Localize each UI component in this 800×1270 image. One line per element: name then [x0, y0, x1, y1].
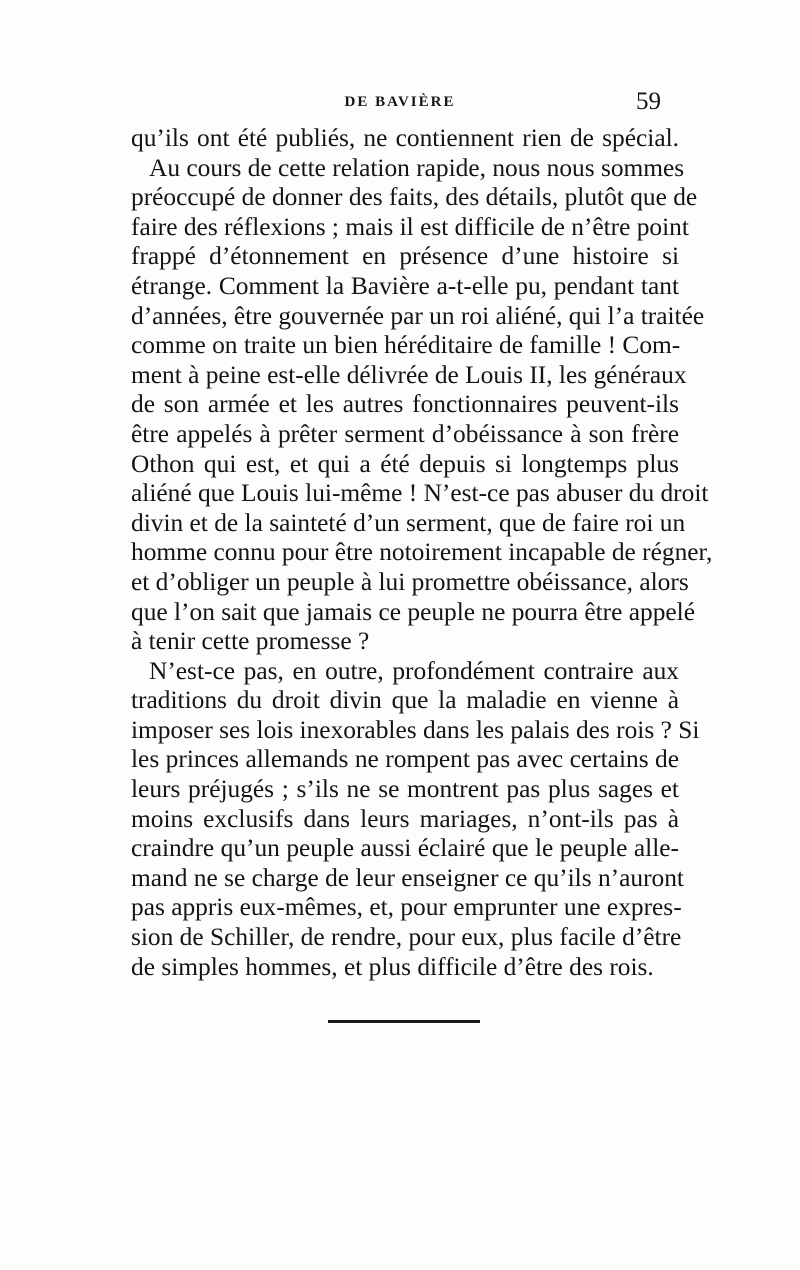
running-head: [0, 88, 800, 118]
text-line: que l’on sait que jamais ce peuple ne pourra être appelé: [131, 597, 695, 626]
text-line: traditions du droit divin que la maladie en vienne à: [131, 686, 679, 715]
text-line: frappé d’étonnement en présence d’une histoire si: [131, 242, 679, 271]
page-number: 59: [636, 88, 661, 115]
text-line: sion de Schiller, de rendre, pour eux, plus facile d’être: [131, 923, 682, 952]
text-line: faire des réflexions ; mais il est difficile de n’être point: [131, 212, 689, 241]
paragraph-first-line: N’est-ce pas, en outre, profondément contraire aux: [149, 656, 679, 685]
text-line: leurs préjugés ; s’ils ne se montrent pas plus sages et: [131, 775, 679, 804]
text-line: les princes allemands ne rompent pas avec certains de: [131, 745, 679, 774]
section-end-rule: [328, 1020, 480, 1023]
text-line: moins exclusifs dans leurs mariages, n’ont-ils pas à: [131, 804, 679, 833]
body-text: [131, 124, 713, 982]
paragraph-last-line: à tenir cette promesse ?: [131, 627, 370, 656]
text-line: d’années, être gouvernée par un roi aliéné, qui l’a traitée: [131, 301, 705, 330]
text-line: mand ne se charge de leur enseigner ce qu’ils n’auront: [131, 863, 684, 892]
paragraph-first-line: Au cours de cette relation rapide, nous nous sommes: [149, 153, 685, 182]
text-line: comme on traite un bien héréditaire de famille ! Com-: [131, 331, 681, 360]
text-line: Othon qui est, et qui a été depuis si longtemps plus: [131, 449, 679, 478]
text-line: et d’obliger un peuple à lui promettre obéissance, alors: [131, 567, 689, 596]
text-line: divin et de la sainteté d’un serment, que de faire roi un: [131, 508, 686, 537]
running-title: DE BAVIÈRE: [344, 94, 456, 110]
text-line: aliéné que Louis lui-même ! N’est-ce pas abuser du droit: [131, 479, 709, 508]
text-line: ment à peine est-elle délivrée de Louis II, les généraux: [131, 360, 687, 389]
text-line: qu’ils ont été publiés, ne contiennent rien de spécial.: [131, 124, 679, 152]
text-line: pas appris eux-mêmes, et, pour emprunter une expres-: [131, 893, 682, 922]
text-line: de son armée et les autres fonctionnaires peuvent-ils: [131, 390, 679, 419]
text-line: homme connu pour être notoirement incapable de régner,: [131, 538, 713, 567]
text-line: imposer ses lois inexorables dans les palais des rois ? Si: [131, 715, 700, 744]
text-line: étrange. Comment la Bavière a-t-elle pu, pendant tant: [131, 271, 679, 300]
paragraph-last-line: de simples hommes, et plus difficile d’être des rois.: [131, 952, 654, 981]
text-line: être appelés à prêter serment d’obéissance à son frère: [131, 419, 679, 448]
text-line: préoccupé de donner des faits, des détails, plutôt que de: [131, 183, 698, 212]
text-line: craindre qu’un peuple aussi éclairé que le peuple alle-: [131, 834, 679, 863]
